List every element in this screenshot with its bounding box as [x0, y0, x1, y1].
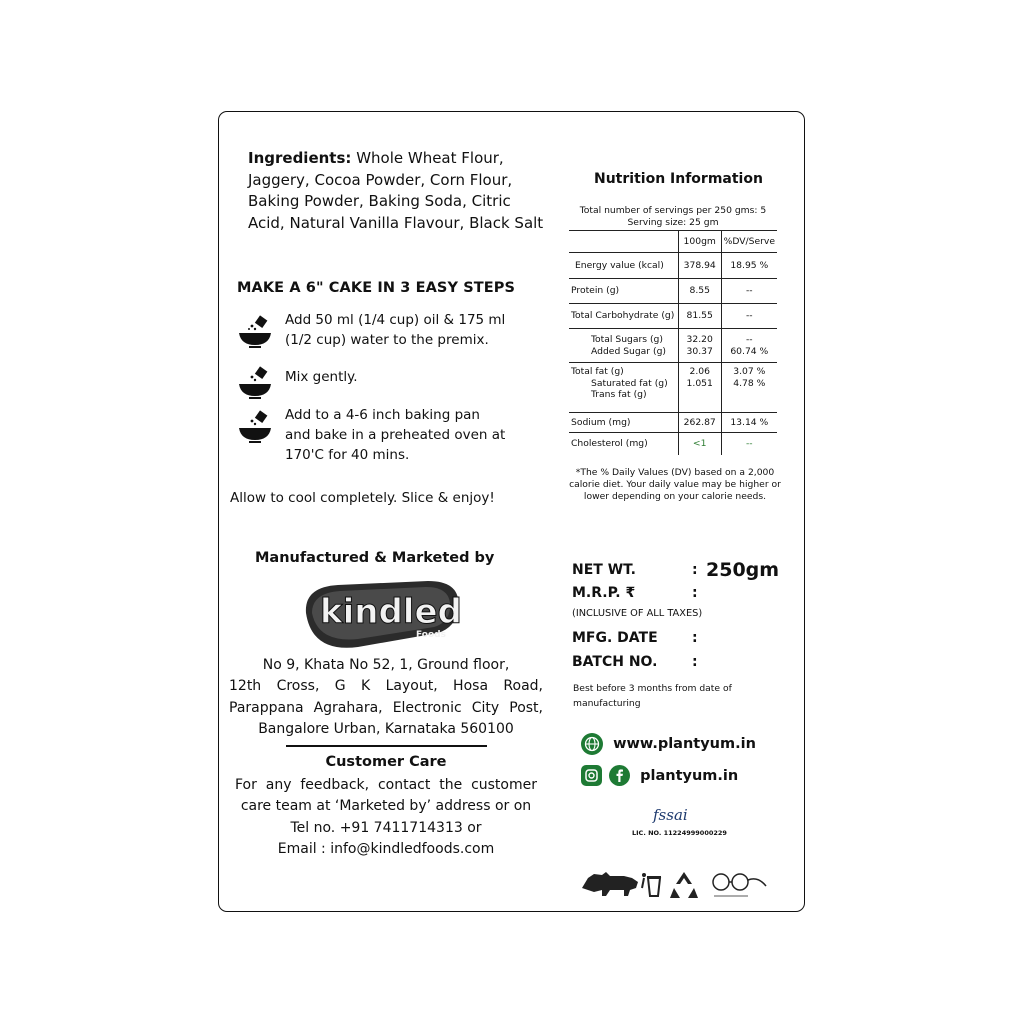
- nutrition-row: [569, 329, 777, 363]
- customer-care-email: Email : info@kindledfoods.com: [277, 840, 495, 857]
- certification-marks: [580, 866, 780, 902]
- row-dv: 3.07 %: [733, 366, 766, 377]
- step-text: (1/2 cup) water to the premix.: [285, 332, 489, 348]
- mixing-bowl-icon: [237, 313, 273, 349]
- fssai-logo: fssai: [653, 806, 688, 824]
- kindled-foods-logo: [298, 575, 468, 667]
- row-value: 81.55: [678, 304, 721, 329]
- row-value: 378.94: [678, 253, 721, 279]
- ingredients-label: Ingredients:: [248, 149, 352, 167]
- address-line: No 9, Khata No 52, 1, Ground floor,: [262, 657, 510, 673]
- net-weight-value: 250gm: [706, 559, 780, 581]
- ingredients-line: Acid, Natural Vanilla Flavour, Black Salt: [248, 213, 544, 232]
- col-header-dv: %DV/Serve: [721, 231, 777, 253]
- row-label: Saturated fat (g): [591, 377, 668, 389]
- ingredients-line: Jaggery, Cocoa Powder, Corn Flour,: [248, 170, 513, 189]
- swachh-bharat-icon: [713, 874, 766, 896]
- row-dv: 13.14 %: [721, 413, 777, 433]
- row-value: 8.55: [678, 279, 721, 304]
- mixing-bowl-icon: [237, 364, 273, 400]
- nutrition-footnote: *The % Daily Values (DV) based on a 2,000 calorie diet. Your daily value may be higher or lower depending on your calorie needs.: [569, 467, 781, 502]
- facebook-icon[interactable]: [609, 765, 630, 786]
- row-dv: --: [721, 279, 777, 304]
- mrp-label: M.R.P. ₹: [572, 585, 636, 601]
- nutrition-title: Nutrition Information: [594, 171, 763, 187]
- ingredients-line: Whole Wheat Flour,: [356, 149, 504, 167]
- final-step-text: Allow to cool completely. Slice & enjoy!: [230, 490, 495, 506]
- colon: :: [692, 654, 698, 670]
- divider: [286, 745, 487, 747]
- step-text: 170'C for 40 mins.: [285, 447, 410, 463]
- batch-no-label: BATCH NO.: [572, 654, 658, 670]
- customer-care-line: care team at ‘Marketed by’ address or on: [240, 798, 532, 815]
- row-value: 262.87: [678, 413, 721, 433]
- dustbin-icon: [642, 873, 661, 896]
- mixing-bowl-icon: [237, 408, 273, 444]
- social-row: [581, 765, 738, 786]
- step-text: Mix gently.: [285, 369, 358, 385]
- row-dv: --: [721, 433, 777, 455]
- nutrition-row: [569, 304, 777, 329]
- colon: :: [692, 630, 698, 646]
- customer-care-text: [229, 775, 543, 860]
- instagram-icon[interactable]: [581, 765, 602, 786]
- address-line: 12th Cross, G K Layout, Hosa Road,: [229, 678, 543, 695]
- address-line: Parappana Agrahara, Electronic City Post,: [229, 699, 543, 716]
- row-dv: --: [745, 334, 753, 345]
- nutrition-row: [569, 363, 777, 413]
- nutrition-row: [569, 279, 777, 304]
- manufacturer-title: Manufactured & Marketed by: [255, 550, 495, 566]
- nutrition-row: [569, 253, 777, 279]
- step-text: Add to a 4-6 inch baking pan: [285, 407, 480, 423]
- recycle-icon: [670, 872, 698, 898]
- row-label: Protein (g): [569, 279, 678, 304]
- row-value: 30.37: [686, 345, 713, 357]
- row-dv: --: [721, 304, 777, 329]
- colon: :: [692, 585, 698, 601]
- row-dv: 60.74 %: [730, 345, 769, 357]
- row-label: Total Sugars (g): [591, 334, 663, 345]
- ingredients-block: [248, 148, 548, 234]
- customer-care-line: Tel no. +91 7411714313 or: [290, 819, 482, 836]
- customer-care-title: Customer Care: [325, 754, 447, 770]
- colon: :: [692, 562, 698, 578]
- steps-title: MAKE A 6" CAKE IN 3 EASY STEPS: [237, 280, 515, 296]
- website-link[interactable]: www.plantyum.in: [613, 736, 756, 752]
- row-dv: 4.78 %: [733, 377, 766, 389]
- step-text: and bake in a preheated oven at: [285, 427, 506, 443]
- mfg-date-label: MFG. DATE: [572, 630, 658, 646]
- fssai-license: LIC. NO. 11224999000229: [632, 829, 727, 837]
- row-label: Total Carbohydrate (g): [569, 304, 678, 329]
- best-before-text: Best before 3 months from date of manufacturing: [573, 683, 732, 709]
- servings-info: [569, 203, 777, 231]
- address-line: Bangalore Urban, Karnataka 560100: [258, 720, 514, 737]
- row-value: 32.20: [686, 334, 713, 345]
- ingredients-line: Baking Powder, Baking Soda, Citric: [248, 192, 511, 210]
- row-label: Cholesterol (mg): [569, 433, 678, 455]
- servings-count: Total number of servings per 250 gms: 5: [579, 205, 767, 216]
- logo-subtext: Foods: [416, 630, 446, 640]
- globe-icon: [581, 733, 603, 755]
- customer-care-line: For any feedback, contact the customer: [235, 777, 537, 793]
- manufacturer-address: [229, 655, 543, 740]
- logo-text: kindled: [320, 592, 462, 632]
- net-weight-label: NET WT.: [572, 562, 636, 578]
- step-text: Add 50 ml (1/4 cup) oil & 175 ml: [285, 312, 506, 328]
- row-dv: 18.95 %: [721, 253, 777, 279]
- row-value: 2.06: [689, 366, 710, 377]
- nutrition-table: [569, 203, 777, 455]
- row-value: 1.051: [686, 377, 713, 389]
- nutrition-row: [569, 413, 777, 433]
- social-handle[interactable]: plantyum.in: [640, 767, 739, 784]
- nutrition-row: [569, 433, 777, 455]
- row-label: Trans fat (g): [591, 389, 647, 400]
- row-label: Energy value (kcal): [569, 253, 678, 279]
- row-label: Sodium (mg): [569, 413, 678, 433]
- row-label: Total fat (g): [571, 366, 624, 377]
- make-in-india-icon: [582, 872, 638, 896]
- website-row: [581, 733, 756, 755]
- serving-size: Serving size: 25 gm: [627, 216, 719, 228]
- inclusive-taxes: (INCLUSIVE OF ALL TAXES): [572, 608, 703, 619]
- col-header-100gm: 100gm: [678, 231, 721, 253]
- row-label: Added Sugar (g): [591, 345, 667, 357]
- row-value: <1: [678, 433, 721, 455]
